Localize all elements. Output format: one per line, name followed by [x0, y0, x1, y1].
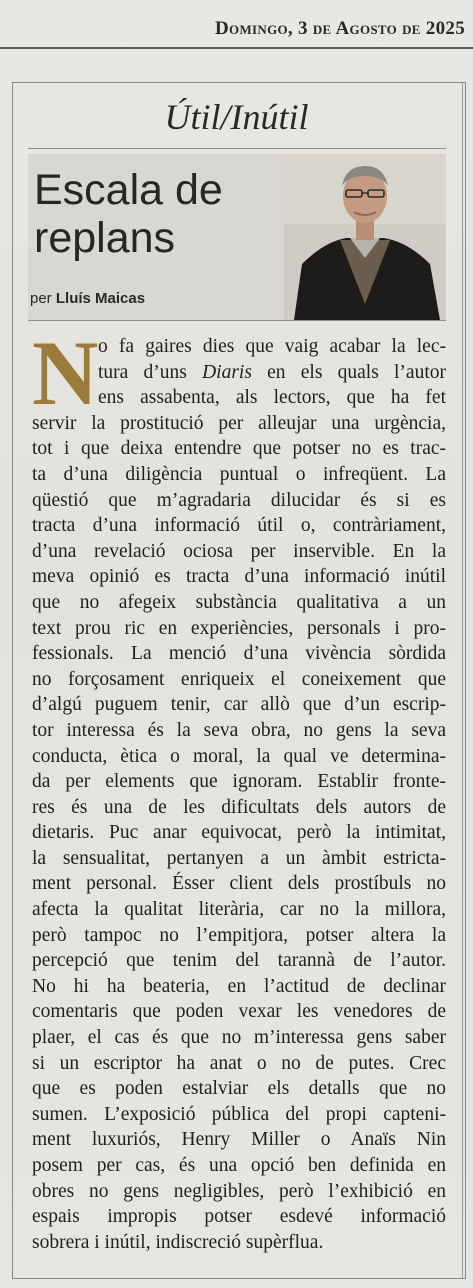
author-portrait-photo — [284, 154, 446, 320]
headline-line-2: replans — [34, 214, 176, 262]
body-line: sumen. L’exposició pública del propi capteni- — [32, 1103, 446, 1125]
body-line: tor interessa és la seva obra, no gens la seva — [32, 719, 446, 741]
article-body — [32, 322, 446, 1255]
section-rule — [28, 148, 446, 149]
column-right-rule — [462, 82, 463, 1278]
body-line: conducta, ètica o moral, la qual ve determina- — [32, 745, 446, 767]
dateline: Domingo, 3 de Agosto de 2025 — [215, 18, 465, 39]
body-line: servir la prostitució per alleujar una urgència, — [32, 412, 446, 434]
body-line: dietaris. Puc anar equivocat, però la intimitat, — [32, 822, 446, 844]
body-line: d’una revelació ociosa per inservible. En la — [32, 540, 446, 562]
body-line: que es poden estalviar els detalls que no — [32, 1078, 446, 1100]
byline-rule — [28, 320, 446, 321]
headline-line-1: Escala de — [34, 166, 223, 214]
author-name: Lluís Maicas — [55, 290, 146, 307]
byline-prefix: per — [30, 290, 52, 307]
body-line: obres no gens negligibles, però l’exhibició en — [32, 1180, 446, 1202]
top-rule — [0, 47, 473, 49]
body-line: si un escriptor ha anat o no de putes. Crec — [32, 1052, 446, 1074]
body-line: o fa gaires dies que vaig acabar la lec- — [98, 336, 446, 357]
body-line: sobrera i inútil, indiscreció supèrflua. — [32, 1231, 324, 1253]
body-line: text prou ric en experiències, personals i pro- — [32, 617, 446, 639]
body-line: res és una de les dificultats dels autors de — [32, 796, 446, 818]
body-line: tot i que deixa entendre que potser no es trac- — [32, 438, 446, 460]
body-line: tracta d’una informació útil o, contràriament, — [32, 515, 446, 537]
body-line: comentaris que poden vexar les venedores de — [32, 1001, 446, 1023]
body-line: No hi ha beateria, en l’actitud de declinar — [32, 975, 446, 997]
body-line: la sensualitat, pertanyen a un àmbit estricta- — [32, 847, 446, 869]
body-line: ment luxuriós, Henry Miller o Anaïs Nin — [32, 1129, 446, 1151]
drop-cap: N — [32, 322, 99, 424]
body-line: qüestió que m’agradaria dilucidar és si es — [32, 489, 446, 511]
body-line: percepció que tenim del tarannà de l’autor. — [32, 950, 446, 972]
author-portrait — [284, 154, 446, 320]
body-line: meva opinió es tracta d’una informació inútil — [32, 566, 446, 588]
body-line: posem per cas, és una opció ben definida en — [32, 1155, 446, 1176]
body-line: espais impropis potser esdevé informació — [32, 1206, 446, 1228]
body-line: fessionals. La menció d’una vivència sòrdida — [32, 643, 446, 665]
body-line: d’algú puguem tenir, car allò que d’un escrip- — [32, 694, 446, 716]
body-line: no forçosament enriqueix el coneixement que — [32, 668, 446, 690]
body-line: plaer, el cas és que no m’interessa gens saber — [32, 1027, 446, 1049]
section-title: Útil/Inútil — [164, 97, 309, 137]
body-line: que no afegeix substància qualitativa a un — [32, 591, 446, 613]
body-line: afecta la qualitat literària, car no la millora, — [32, 899, 446, 921]
byline — [30, 290, 145, 307]
body-line: però tampoc no l’empitjora, potser altera la — [32, 924, 446, 946]
body-line: da per elements que ignoram. Establir fronte- — [32, 771, 446, 793]
headline — [34, 166, 284, 262]
body-line: ment personal. Ésser client dels prostíbuls no — [32, 873, 446, 895]
body-line: ens assabenta, als lectors, que ha fet — [98, 387, 446, 409]
body-line: tura d’uns Diaris en els quals l’autor — [98, 361, 446, 383]
body-line: ta d’una diligència puntual o infreqüent. La — [32, 463, 446, 485]
